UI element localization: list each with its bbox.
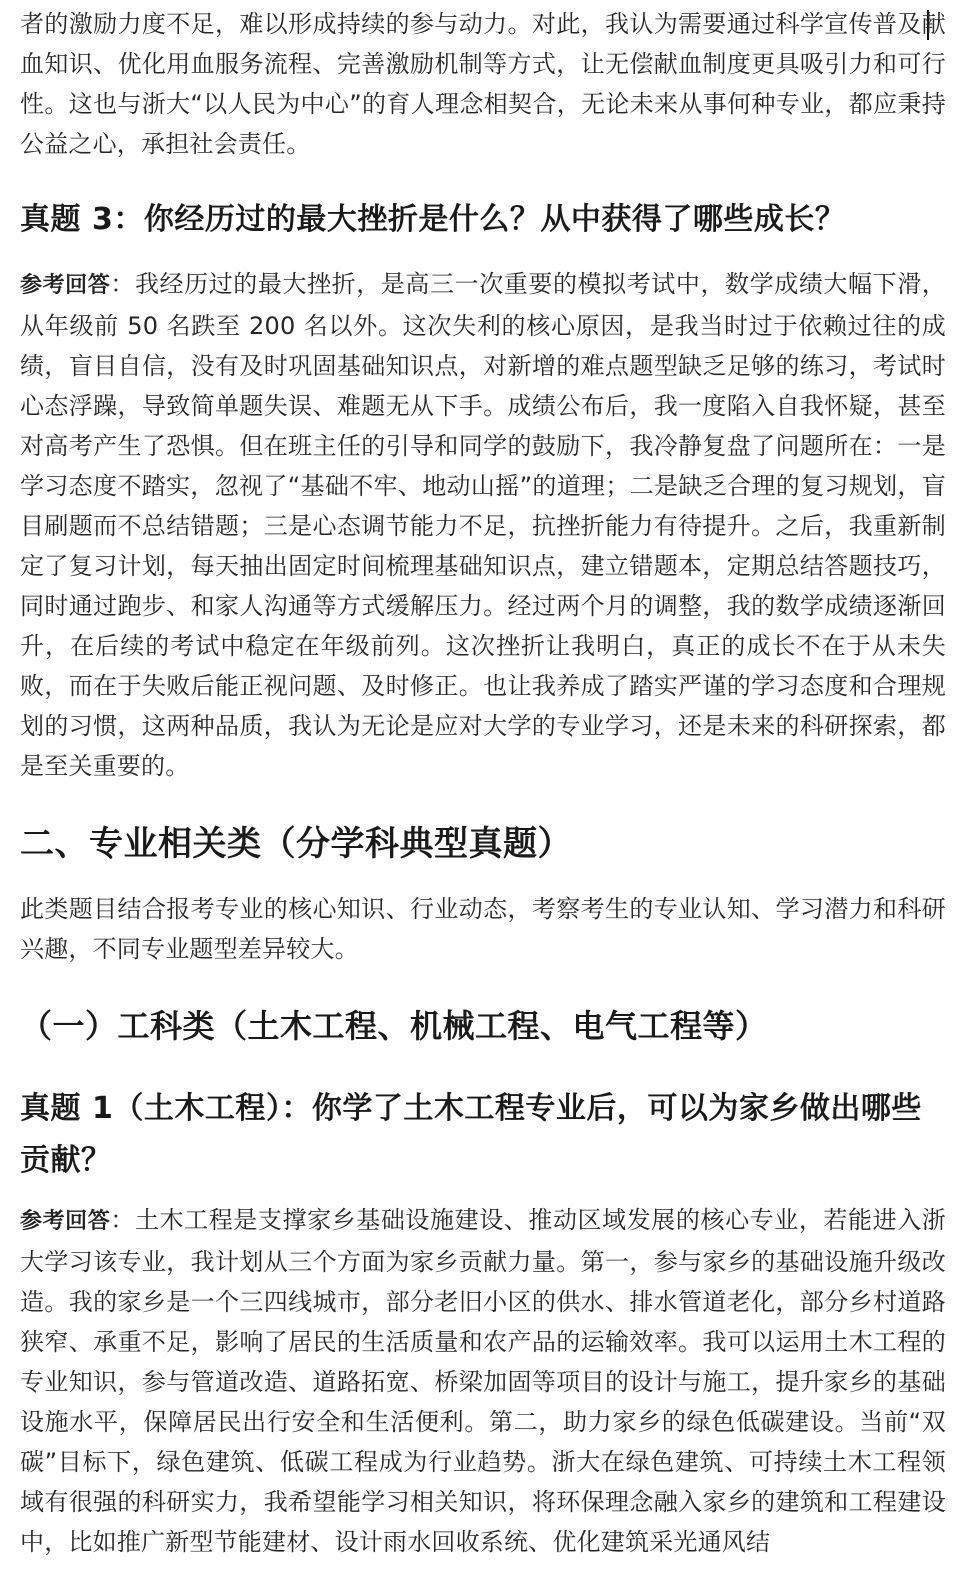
answer-text: 土木工程是支撑家乡基础设施建设、推动区域发展的核心专业，若能进入浙大学习该专业，我计划从三个方面为家乡贡献力量。第一，参与家乡的基础设施升级改造。我的家乡是一个三四线城市，部分老旧小区的供水、排水管道老化，部分乡村道路狭窄、承重不足，影响了居民的生活质量和农产品的运输效率。我可以运用土木工程的专业知识，参与管道改造、道路拓宽、桥梁加固等项目的设计与施工，提升家乡的基础设施水平，保障居民出行安全和生活便利。第二，助力家乡的绿色低碳建设。当前“双碳”目标下，绿色建筑、低碳工程成为行业趋势。浙大在绿色建筑、可持续土木工程领域有很强的科研实力，我希望能学习相关知识，将环保理念融入家乡的建筑和工程建设中，比如推广新型节能建材、设计雨水回收系统、优化建筑采光通风结 — [20, 1206, 946, 1556]
subsection-engineering-heading: （一）工科类（土木工程、机械工程、电气工程等） — [20, 1007, 768, 1045]
reference-answer-label: 参考回答 — [20, 273, 111, 298]
question-3-heading: 真题 3：你经历过的最大挫折是什么？从中获得了哪些成长？ — [20, 202, 846, 237]
label-separator: ： — [110, 1206, 135, 1234]
question-3-answer — [20, 264, 946, 786]
answer-text: 我经历过的最大挫折，是高三一次重要的模拟考试中，数学成绩大幅下滑，从年级前 50 名跌至 200 名以外。这次失利的核心原因，是我当时过于依赖过往的成绩，盲目自信，没有及时巩固基础知识点，对新增的难点题型缺乏足够的练习，考试时心态浮躁，导致简单题失误、难题无从下手。成绩公布后，我一度陷入自我怀疑，甚至对高考产生了恐惧。但在班主任的引导和同学的鼓励下，我冷静复盘了问题所在：一是学习态度不踏实，忽视了“基础不牢、地动山摇”的道理；二是缺乏合理的复习规划，盲目刷题而不总结错题；三是心态调节能力不足，抗挫折能力有待提升。之后，我重新制定了复习计划，每天抽出固定时间梳理基础知识点，建立错题本，定期总结答题技巧，同时通过跑步、和家人沟通等方式缓解压力。经过两个月的调整，我的数学成绩逐渐回升，在后续的考试中稳定在年级前列。这次挫折让我明白，真正的成长不在于从未失败，而在于失败后能正视问题、及时修正。也让我养成了踏实严谨的学习态度和合理规划的习惯，这两种品质，我认为无论是应对大学的专业学习，还是未来的科研探索，都是至关重要的。 — [20, 270, 946, 780]
section-2-intro: 此类题目结合报考专业的核心知识、行业动态，考察考生的专业认知、学习潜力和科研兴趣，不同专业题型差异较大。 — [20, 895, 946, 963]
label-separator: ： — [110, 270, 135, 298]
question-1-answer — [20, 1200, 946, 1562]
reference-answer-label: 参考回答 — [20, 1209, 111, 1234]
paragraph-blood-donation-conclusion: 者的激励力度不足，难以形成持续的参与动力。对此，我认为需要通过科学宣传普及献血知识、优化用血服务流程、完善激励机制等方式，让无偿献血制度更具吸引力和可行性。这也与浙大“以人民为中心”的育人理念相契合，无论未来从事何种专业，都应秉持公益之心，承担社会责任。 — [20, 10, 946, 158]
question-1-civil-heading: 真题 1（土木工程）：你学了土木工程专业后，可以为家乡做出哪些贡献？ — [20, 1091, 922, 1178]
section-2-heading: 二、专业相关类（分学科典型真题） — [20, 824, 572, 864]
